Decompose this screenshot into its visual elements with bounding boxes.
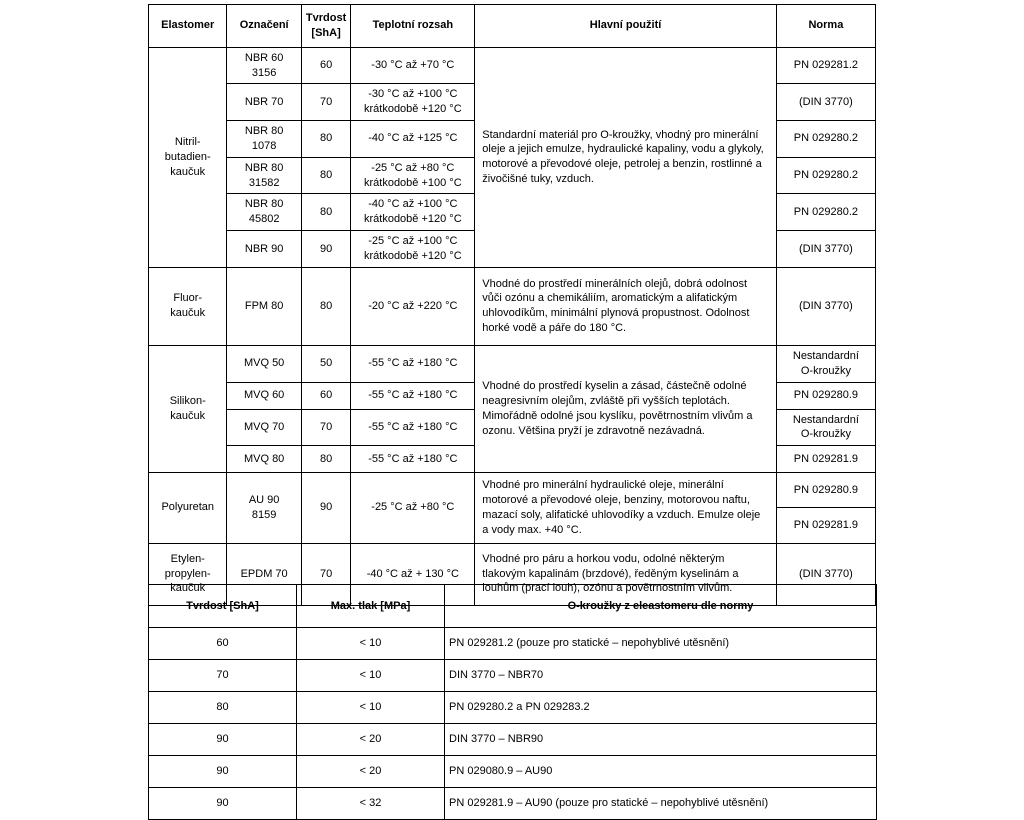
- temperature-cell: -55 °C až +180 °C: [351, 409, 475, 446]
- norm-cell: (DIN 3770): [776, 84, 875, 121]
- designation-cell: NBR 80 31582: [227, 157, 301, 194]
- group-name-nitril-butadien: [149, 47, 227, 267]
- group-description-etylen-propylen: Vhodné pro páru a horkou vodu, odolné některým tlakovým kapalinám (brzdové), ředěným kyselinám a louhům (prací louh), ozónu a povětrnostním vlivům.: [475, 543, 777, 605]
- norm-cell: PN 029280.9: [776, 382, 875, 409]
- table-row: [149, 345, 876, 382]
- group-name-etylen-propylen: Etylen- propylen- kaučuk: [149, 543, 227, 605]
- table-row: [149, 47, 876, 84]
- norm-cell: PN 029280.2: [776, 194, 875, 231]
- temperature-cell: -25 °C až +100 °C krátkodobě +120 °C: [351, 231, 475, 268]
- table-row: [149, 692, 877, 724]
- header-max-pressure: Max. tlak [MPa]: [297, 585, 445, 628]
- norm-cell: (DIN 3770): [776, 267, 875, 345]
- header-elastomer: Elastomer: [149, 5, 227, 48]
- hardness-cell: 60: [301, 382, 351, 409]
- designation-cell: FPM 80: [227, 267, 301, 345]
- norm-cell: PN 029281.2 (pouze pro statické – nepohyblivé utěsnění): [445, 628, 877, 660]
- table-row: [149, 473, 876, 508]
- header-main-use: Hlavní použití: [475, 5, 777, 48]
- norm-cell: PN 029280.2 a PN 029283.2: [445, 692, 877, 724]
- hardness-cell: 80: [301, 194, 351, 231]
- norm-cell: PN 029280.9: [776, 473, 875, 508]
- norm-cell: PN 029280.2: [776, 121, 875, 158]
- norm-cell: PN 029280.2: [776, 157, 875, 194]
- temperature-cell: -25 °C až +80 °C krátkodobě +100 °C: [351, 157, 475, 194]
- pressure-cell: < 20: [297, 756, 445, 788]
- table-row: [149, 660, 877, 692]
- hardness-cell: 90: [301, 231, 351, 268]
- temperature-cell: -55 °C až +180 °C: [351, 345, 475, 382]
- table-row: [149, 267, 876, 345]
- temperature-cell: -40 °C až +100 °C krátkodobě +120 °C: [351, 194, 475, 231]
- designation-cell: NBR 90: [227, 231, 301, 268]
- group-description-silikon: Vhodné do prostředí kyselin a zásad, částečně odolné neagresivním olejům, zvláště při vyšších teplotách. Mimořádně odolné jsou kyslíku, povětrnostním vlivům a ozonu. Většina pryží je zdravotně nezávadná.: [475, 345, 777, 472]
- hardness-cell: 90: [149, 788, 297, 820]
- header-hardness: [301, 5, 351, 48]
- temperature-cell: -40 °C až + 130 °C: [351, 543, 475, 605]
- group-description-fluor: Vhodné do prostředí minerálních olejů, dobrá odolnost vůči ozónu a chemikáliím, aromatickým a alifatickým uhlovodíkům, minimální plynová propustnost. Odolnost horké vodě a páře do 180 °C.: [475, 267, 777, 345]
- header-hardness-line1: Tvrdost: [305, 12, 347, 24]
- temperature-cell: -20 °C až +220 °C: [351, 267, 475, 345]
- table-row: [149, 788, 877, 820]
- norm-cell: Nestandardní O-kroužky: [776, 409, 875, 446]
- norm-cell: (DIN 3770): [776, 543, 875, 605]
- hardness-cell: 80: [301, 157, 351, 194]
- temperature-cell: -55 °C až +180 °C: [351, 382, 475, 409]
- hardness-cell: 90: [149, 756, 297, 788]
- hardness-cell: 70: [149, 660, 297, 692]
- designation-cell: MVQ 80: [227, 446, 301, 473]
- group-name-polyuretan: Polyuretan: [149, 473, 227, 543]
- group-name-silikon: Silikon- kaučuk: [149, 345, 227, 472]
- designation-cell: NBR 80 1078: [227, 121, 301, 158]
- temperature-cell: -40 °C až +125 °C: [351, 121, 475, 158]
- header-norm: Norma: [776, 5, 875, 48]
- group-description-nitril-butadien: Standardní materiál pro O-kroužky, vhodný pro minerální oleje a jejich emulze, hydraulické kapaliny, vodu a glykoly, motorové a převodové oleje, petrolej a benzin, rostlinné a živočišné tuky, vzduch.: [475, 47, 777, 267]
- temperature-cell: -55 °C až +180 °C: [351, 446, 475, 473]
- group-name-line: Nitril-: [174, 135, 201, 148]
- hardness-cell: 70: [301, 543, 351, 605]
- hardness-cell: 80: [301, 121, 351, 158]
- header-hardness-sha: Tvrdost [ShA]: [149, 585, 297, 628]
- header-designation: Označení: [227, 5, 301, 48]
- norm-cell: PN 029281.9: [776, 508, 875, 543]
- designation-cell: AU 90 8159: [227, 473, 301, 543]
- pressure-cell: < 10: [297, 660, 445, 692]
- norm-cell: PN 029281.9: [776, 446, 875, 473]
- norm-cell: PN 029281.9 – AU90 (pouze pro statické – nepohyblivé utěsnění): [445, 788, 877, 820]
- hardness-cell: 90: [149, 724, 297, 756]
- hardness-cell: 80: [301, 267, 351, 345]
- norm-cell: Nestandardní O-kroužky: [776, 345, 875, 382]
- table-row: [149, 756, 877, 788]
- table-header-row: [149, 5, 876, 48]
- pressure-cell: < 10: [297, 628, 445, 660]
- norm-cell: DIN 3770 – NBR70: [445, 660, 877, 692]
- table-row: [149, 628, 877, 660]
- designation-cell: NBR 70: [227, 84, 301, 121]
- header-temperature-range: Teplotní rozsah: [351, 5, 475, 48]
- designation-cell: MVQ 50: [227, 345, 301, 382]
- elastomer-properties-table: [148, 4, 876, 606]
- pressure-norm-table: [148, 584, 877, 820]
- table-header-row: [149, 585, 877, 628]
- norm-cell: PN 029080.9 – AU90: [445, 756, 877, 788]
- pressure-cell: < 20: [297, 724, 445, 756]
- hardness-cell: 90: [301, 473, 351, 543]
- pressure-cell: < 32: [297, 788, 445, 820]
- pressure-cell: < 10: [297, 692, 445, 724]
- designation-cell: NBR 60 3156: [227, 47, 301, 84]
- group-name-line: kaučuk: [170, 165, 206, 178]
- header-oring-norm: O-kroužky z eleastomeru dle normy: [445, 585, 877, 628]
- hardness-cell: 80: [149, 692, 297, 724]
- hardness-cell: 70: [301, 84, 351, 121]
- norm-cell: (DIN 3770): [776, 231, 875, 268]
- temperature-cell: -30 °C až +100 °C krátkodobě +120 °C: [351, 84, 475, 121]
- group-name-line: butadien-: [164, 150, 211, 163]
- hardness-cell: 50: [301, 345, 351, 382]
- designation-cell: MVQ 60: [227, 382, 301, 409]
- temperature-cell: -30 °C až +70 °C: [351, 47, 475, 84]
- temperature-cell: -25 °C až +80 °C: [351, 473, 475, 543]
- group-name-fluor: Fluor- kaučuk: [149, 267, 227, 345]
- norm-cell: PN 029281.2: [776, 47, 875, 84]
- designation-cell: NBR 80 45802: [227, 194, 301, 231]
- group-description-polyuretan: Vhodné pro minerální hydraulické oleje, minerální motorové a převodové oleje, benziny, motorovou naftu, mazací soly, alifatické uhlovodíky a vzduch. Emulze oleje a vody max. +40 °C.: [475, 473, 777, 543]
- hardness-cell: 70: [301, 409, 351, 446]
- norm-cell: DIN 3770 – NBR90: [445, 724, 877, 756]
- hardness-cell: 60: [301, 47, 351, 84]
- hardness-cell: 60: [149, 628, 297, 660]
- designation-cell: EPDM 70: [227, 543, 301, 605]
- hardness-cell: 80: [301, 446, 351, 473]
- header-hardness-line2: [ShA]: [311, 26, 341, 39]
- table-row: [149, 724, 877, 756]
- designation-cell: MVQ 70: [227, 409, 301, 446]
